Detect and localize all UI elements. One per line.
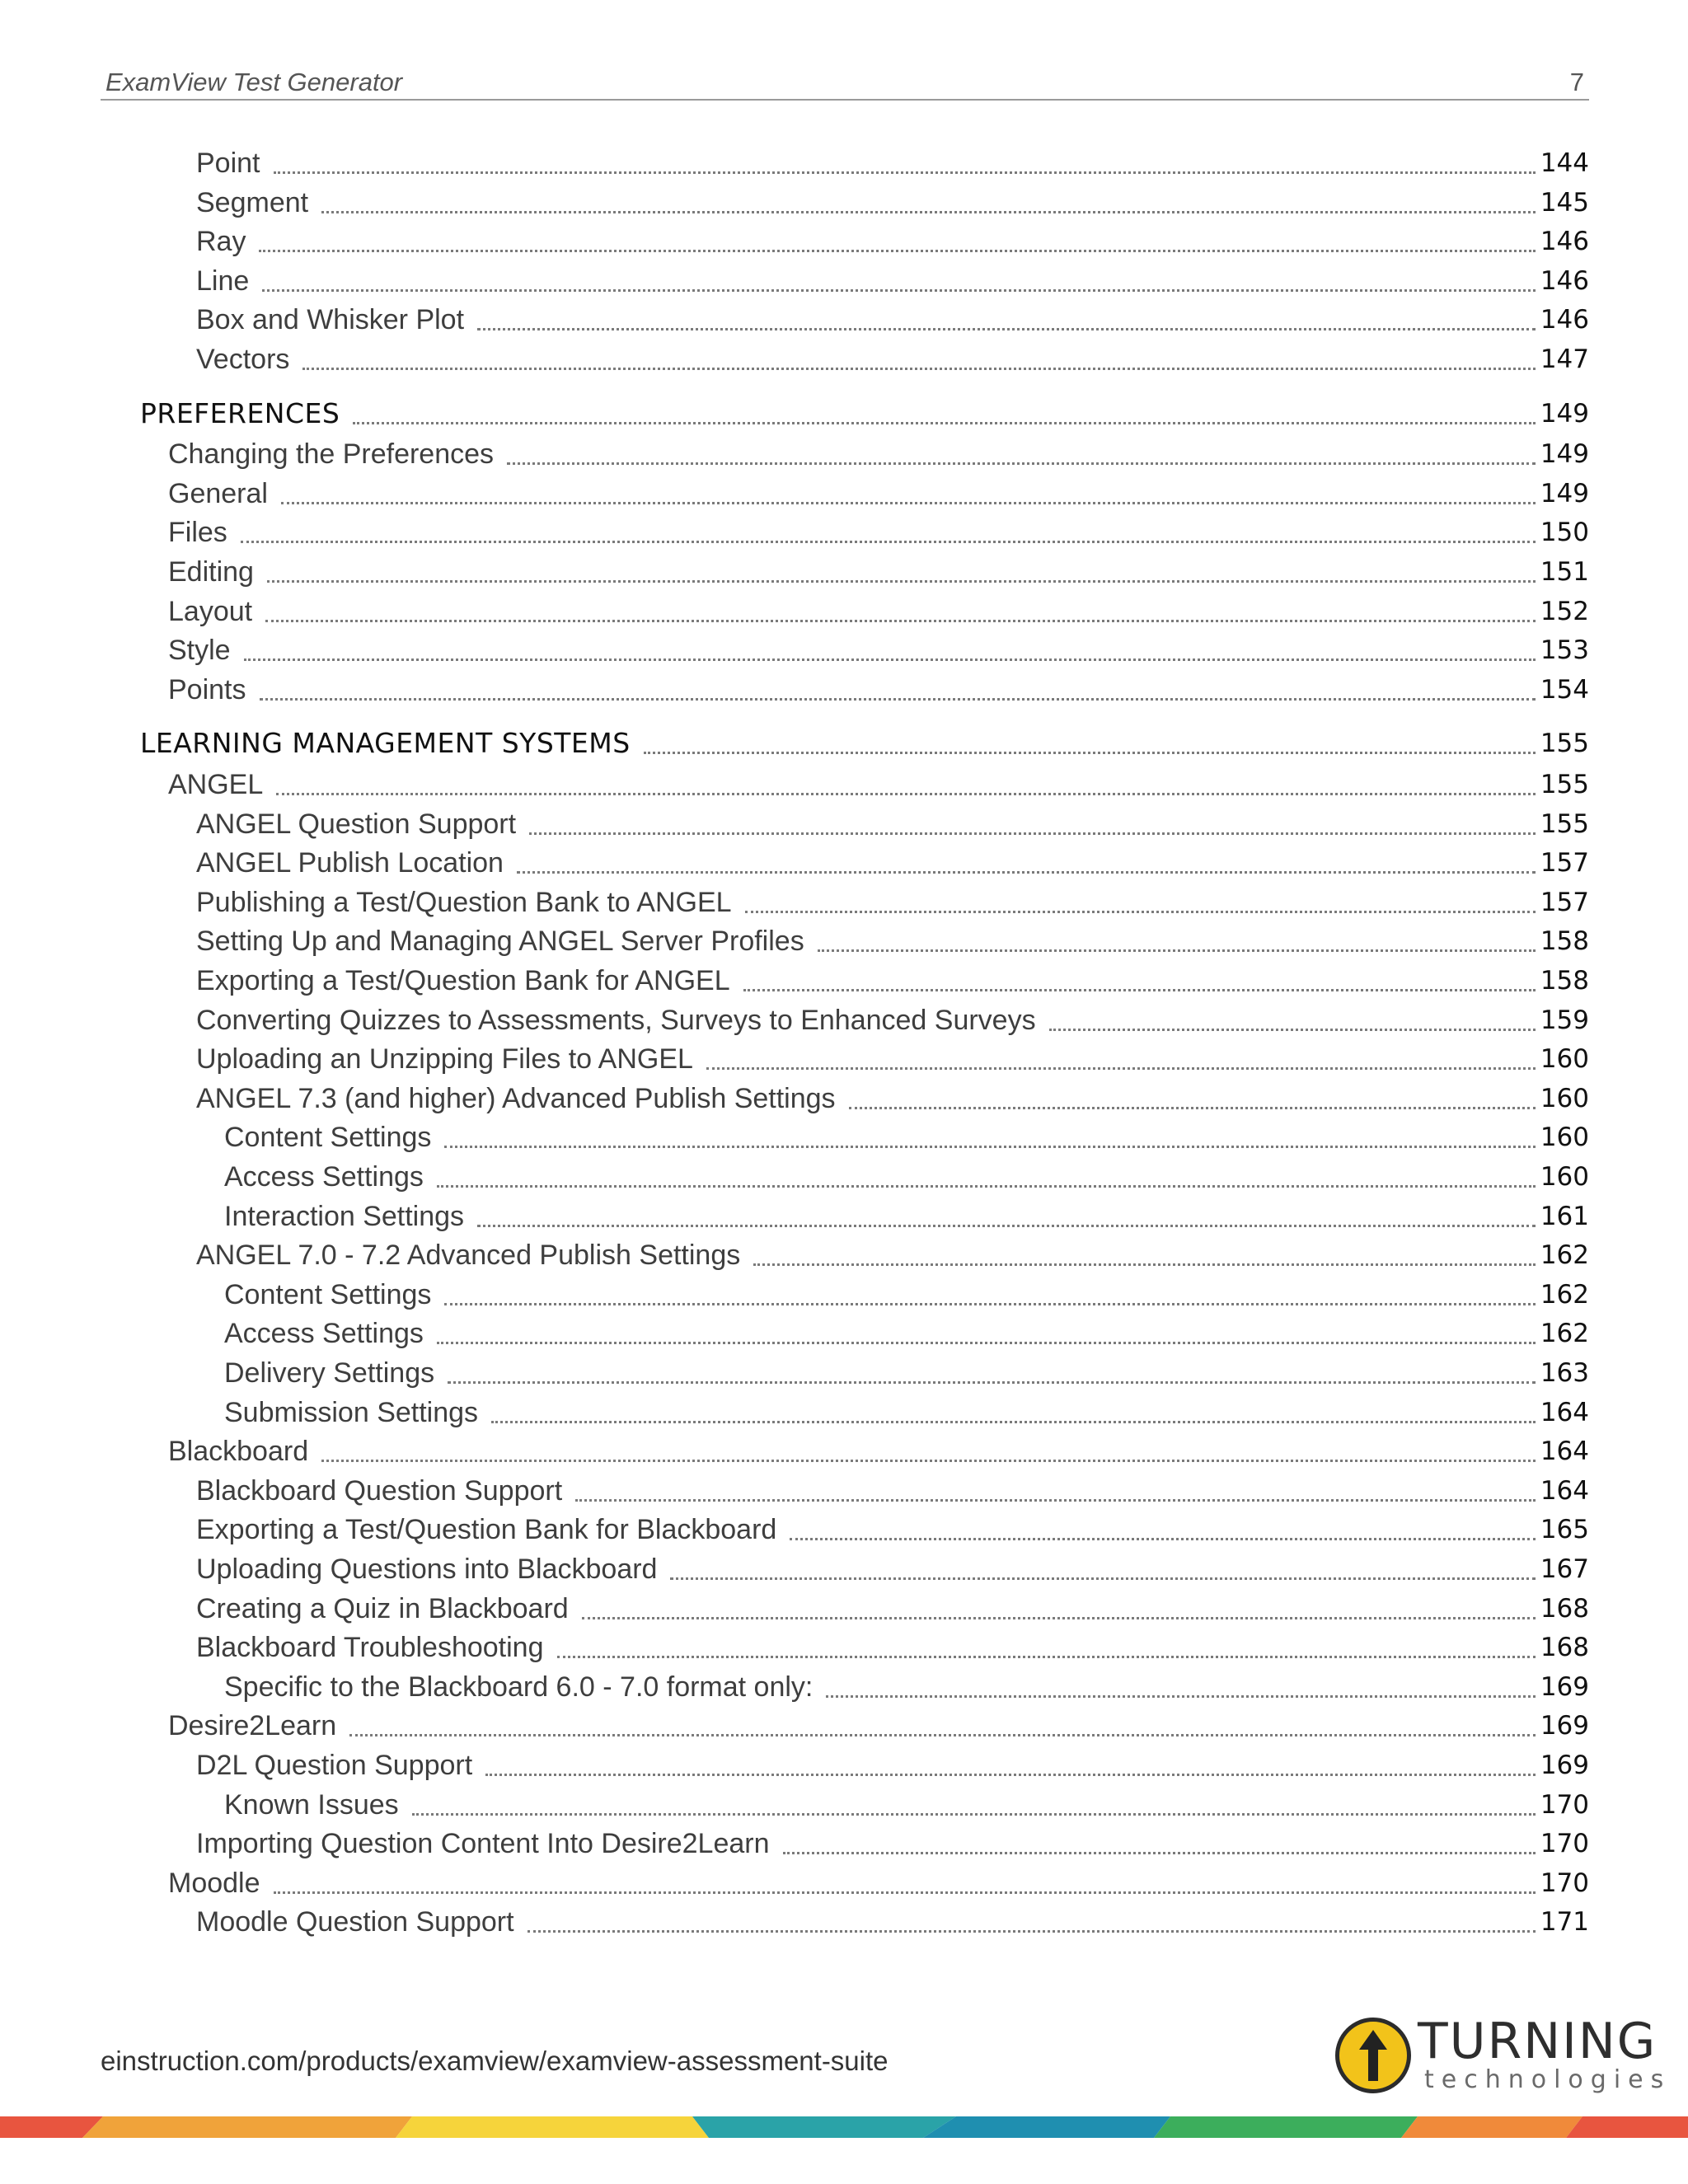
dot-leader xyxy=(437,1185,1536,1188)
toc-entry-page: 160 xyxy=(1540,1084,1589,1113)
footer-url[interactable]: einstruction.com/products/examview/examview-assessment-suite xyxy=(101,2046,889,2076)
toc-entry[interactable] xyxy=(168,766,1589,803)
dot-leader xyxy=(529,832,1536,835)
dot-leader xyxy=(528,1930,1536,1933)
dot-leader xyxy=(276,793,1536,795)
toc-entry[interactable] xyxy=(224,1159,1589,1195)
toc-entry-page: 154 xyxy=(1540,675,1589,705)
toc-entry[interactable] xyxy=(168,1865,1589,1901)
dot-leader xyxy=(826,1695,1535,1698)
toc-entry-page: 152 xyxy=(1540,597,1589,626)
toc-entry[interactable] xyxy=(168,436,1589,472)
toc-entry-page: 167 xyxy=(1540,1554,1589,1584)
toc-entry[interactable] xyxy=(196,1629,1589,1666)
toc-entry-title: Specific to the Blackboard 6.0 - 7.0 format only: xyxy=(224,1671,814,1703)
toc-entry[interactable] xyxy=(196,1041,1589,1077)
toc-entry[interactable] xyxy=(224,1277,1589,1313)
toc-entry[interactable] xyxy=(168,1433,1589,1469)
toc-entry[interactable] xyxy=(196,185,1589,221)
dot-leader xyxy=(706,1067,1536,1070)
turning-technologies-logo xyxy=(1335,2013,1672,2100)
logo-wordmark: TURNING xyxy=(1418,2013,1658,2070)
toc-entry[interactable] xyxy=(196,1747,1589,1783)
toc-entry-title: Layout xyxy=(168,596,253,627)
footer-color-stripe xyxy=(0,2116,1688,2138)
toc-entry[interactable] xyxy=(196,341,1589,377)
toc-entry-page: 170 xyxy=(1540,1829,1589,1858)
toc-entry[interactable] xyxy=(168,593,1589,630)
dot-leader xyxy=(485,1774,1536,1776)
toc-entry-page: 155 xyxy=(1540,809,1589,839)
toc-entry-title: Uploading an Unzipping Files to ANGEL xyxy=(196,1043,693,1075)
toc-entry-title: Known Issues xyxy=(224,1789,399,1821)
toc-entry-page: 157 xyxy=(1540,888,1589,917)
dot-leader xyxy=(349,1734,1536,1736)
dot-leader xyxy=(1049,1029,1536,1031)
toc-entry-page: 149 xyxy=(1540,399,1589,429)
toc-entry-page: 161 xyxy=(1540,1202,1589,1231)
dot-leader xyxy=(477,328,1536,330)
toc-entry-title: Uploading Questions into Blackboard xyxy=(196,1554,658,1585)
dot-leader xyxy=(818,949,1536,952)
toc-entry-page: 159 xyxy=(1540,1005,1589,1035)
dot-leader xyxy=(321,211,1536,213)
toc-entry-page: 168 xyxy=(1540,1594,1589,1624)
dot-leader xyxy=(260,698,1536,701)
toc-entry-title: Changing the Preferences xyxy=(168,438,495,470)
toc-entry-title: Interaction Settings xyxy=(224,1201,465,1232)
toc-entry[interactable] xyxy=(224,1394,1589,1431)
toc-entry-title: Converting Quizzes to Assessments, Surveys to Enhanced Surveys xyxy=(196,1005,1036,1036)
toc-entry-title: ANGEL xyxy=(168,769,264,800)
toc-entry-title: Points xyxy=(168,674,246,705)
toc-entry[interactable] xyxy=(196,1237,1589,1273)
toc-entry[interactable] xyxy=(196,884,1589,921)
toc-entry-page: 155 xyxy=(1540,770,1589,799)
dot-leader xyxy=(582,1617,1536,1619)
toc-entry-page: 160 xyxy=(1540,1122,1589,1152)
dot-leader xyxy=(790,1538,1536,1540)
toc-entry-title: Moodle xyxy=(168,1868,260,1899)
dot-leader xyxy=(575,1499,1536,1502)
toc-entry-title: ANGEL 7.0 - 7.2 Advanced Publish Settings xyxy=(196,1240,741,1271)
arrow-logo-icon xyxy=(1335,2018,1411,2093)
dot-leader xyxy=(745,911,1536,913)
toc-entry-page: 162 xyxy=(1540,1319,1589,1348)
dot-leader xyxy=(491,1421,1536,1423)
toc-entry-page: 149 xyxy=(1540,479,1589,509)
toc-entry-page: 146 xyxy=(1540,305,1589,335)
toc-entry[interactable] xyxy=(196,263,1589,299)
toc-entry[interactable] xyxy=(168,632,1589,668)
toc-entry[interactable] xyxy=(196,923,1589,959)
toc-entry-page: 160 xyxy=(1540,1044,1589,1074)
toc-entry-title: Moodle Question Support xyxy=(196,1906,514,1938)
toc-entry[interactable] xyxy=(224,1119,1589,1155)
toc-entry-title: Access Settings xyxy=(224,1318,424,1349)
dot-leader xyxy=(743,989,1536,991)
toc-entry[interactable] xyxy=(196,845,1589,881)
toc-entry[interactable] xyxy=(168,672,1589,708)
toc-entry-title: ANGEL Question Support xyxy=(196,808,517,840)
dot-leader xyxy=(477,1225,1536,1227)
toc-entry-page: 145 xyxy=(1540,188,1589,218)
toc-entry-title: Style xyxy=(168,635,231,666)
toc-entry[interactable] xyxy=(168,514,1589,551)
toc-entry-page: 158 xyxy=(1540,926,1589,956)
toc-entry-page: 171 xyxy=(1540,1907,1589,1937)
dot-leader xyxy=(557,1656,1536,1658)
toc-section-entry[interactable] xyxy=(140,725,1589,762)
toc-entry[interactable] xyxy=(224,1669,1589,1705)
dot-leader xyxy=(437,1342,1536,1344)
toc-entry-title: LEARNING MANAGEMENT SYSTEMS xyxy=(140,727,631,759)
toc-entry-title: PREFERENCES xyxy=(140,397,340,429)
page-number: 7 xyxy=(1569,68,1584,96)
toc-entry-page: 151 xyxy=(1540,557,1589,587)
toc-entry-title: ANGEL 7.3 (and higher) Advanced Publish Settings xyxy=(196,1083,836,1114)
logo-tagline: technologies xyxy=(1424,2065,1672,2094)
toc-entry[interactable] xyxy=(168,554,1589,590)
toc-entry-title: Blackboard Troubleshooting xyxy=(196,1632,544,1663)
toc-entry[interactable] xyxy=(224,1355,1589,1391)
toc-entry[interactable] xyxy=(224,1787,1589,1823)
toc-entry-title: Vectors xyxy=(196,344,290,375)
dot-leader xyxy=(244,658,1536,661)
toc-entry-page: 162 xyxy=(1540,1240,1589,1270)
toc-entry-title: Segment xyxy=(196,187,309,218)
toc-entry-title: Point xyxy=(196,148,260,179)
toc-entry-title: Publishing a Test/Question Bank to ANGEL xyxy=(196,887,732,918)
dot-leader xyxy=(412,1813,1536,1816)
toc-entry-page: 169 xyxy=(1540,1711,1589,1741)
toc-entry[interactable] xyxy=(196,1825,1589,1862)
toc-entry-title: Box and Whisker Plot xyxy=(196,304,465,335)
toc-entry[interactable] xyxy=(168,476,1589,512)
dot-leader xyxy=(321,1460,1536,1462)
dot-leader xyxy=(259,250,1535,252)
toc-entry-title: Exporting a Test/Question Bank for ANGEL xyxy=(196,965,730,996)
toc-entry-page: 147 xyxy=(1540,344,1589,374)
toc-entry-page: 158 xyxy=(1540,966,1589,996)
toc-entry-title: Ray xyxy=(196,226,246,257)
dot-leader xyxy=(507,462,1536,465)
toc-section-entry[interactable] xyxy=(140,396,1589,432)
toc-entry[interactable] xyxy=(196,1080,1589,1117)
toc-entry[interactable] xyxy=(224,1315,1589,1352)
toc-entry-title: Editing xyxy=(168,556,254,588)
dot-leader xyxy=(241,541,1536,543)
toc-entry-page: 169 xyxy=(1540,1672,1589,1702)
toc-entry-title: Desire2Learn xyxy=(168,1710,337,1741)
toc-entry-page: 153 xyxy=(1540,635,1589,665)
dot-leader xyxy=(274,171,1536,174)
dot-leader xyxy=(265,620,1536,622)
toc-entry-page: 164 xyxy=(1540,1476,1589,1506)
toc-entry[interactable] xyxy=(196,145,1589,181)
toc-entry[interactable] xyxy=(196,1904,1589,1940)
toc-entry-page: 162 xyxy=(1540,1280,1589,1310)
toc-entry-page: 168 xyxy=(1540,1633,1589,1662)
dot-leader xyxy=(281,502,1536,504)
dot-leader xyxy=(444,1146,1535,1148)
toc-entry-page: 150 xyxy=(1540,518,1589,547)
toc-entry-page: 170 xyxy=(1540,1790,1589,1820)
toc-entry-title: Creating a Quiz in Blackboard xyxy=(196,1593,569,1624)
toc-entry-page: 146 xyxy=(1540,227,1589,256)
toc-entry-page: 165 xyxy=(1540,1515,1589,1544)
toc-entry[interactable] xyxy=(196,1591,1589,1627)
dot-leader xyxy=(644,752,1536,754)
toc-entry-page: 169 xyxy=(1540,1750,1589,1780)
toc-entry-page: 146 xyxy=(1540,266,1589,296)
dot-leader xyxy=(849,1107,1536,1109)
toc-entry[interactable] xyxy=(196,806,1589,842)
toc-entry-title: Blackboard Question Support xyxy=(196,1475,563,1507)
toc-entry[interactable] xyxy=(196,223,1589,260)
dot-leader xyxy=(783,1852,1536,1854)
toc-entry[interactable] xyxy=(196,963,1589,999)
toc-entry-title: Submission Settings xyxy=(224,1397,479,1428)
toc-entry-page: 157 xyxy=(1540,848,1589,878)
dot-leader xyxy=(274,1891,1536,1894)
toc-entry-page: 149 xyxy=(1540,439,1589,469)
toc-entry[interactable] xyxy=(196,302,1589,338)
toc-entry[interactable] xyxy=(196,1473,1589,1509)
dot-leader xyxy=(353,422,1536,424)
toc-entry-title: Exporting a Test/Question Bank for Blackboard xyxy=(196,1514,777,1545)
toc-entry[interactable] xyxy=(168,1708,1589,1744)
toc-entry-title: Blackboard xyxy=(168,1436,309,1467)
toc-entry-title: Line xyxy=(196,265,250,297)
dot-leader xyxy=(302,368,1535,370)
toc-entry-page: 160 xyxy=(1540,1162,1589,1192)
toc-entry[interactable] xyxy=(224,1198,1589,1235)
dot-leader xyxy=(753,1263,1536,1266)
dot-leader xyxy=(517,871,1536,874)
toc-entry-page: 164 xyxy=(1540,1398,1589,1427)
toc-entry-title: Files xyxy=(168,517,227,548)
toc-entry-page: 155 xyxy=(1540,729,1589,758)
toc-entry-title: General xyxy=(168,478,268,509)
dot-leader xyxy=(267,580,1536,583)
toc-entry-title: Delivery Settings xyxy=(224,1357,435,1389)
toc-entry-page: 170 xyxy=(1540,1868,1589,1898)
dot-leader xyxy=(262,289,1536,292)
dot-leader xyxy=(444,1303,1535,1305)
toc-entry[interactable] xyxy=(196,1002,1589,1038)
toc-entry-title: Setting Up and Managing ANGEL Server Profiles xyxy=(196,926,804,957)
toc-entry-title: Content Settings xyxy=(224,1279,432,1310)
toc-entry[interactable] xyxy=(196,1551,1589,1587)
toc-entry-page: 164 xyxy=(1540,1436,1589,1466)
dot-leader xyxy=(448,1381,1536,1384)
toc-entry-page: 144 xyxy=(1540,148,1589,178)
toc-entry[interactable] xyxy=(196,1511,1589,1548)
document-title: ExamView Test Generator xyxy=(106,68,403,96)
page-header xyxy=(101,66,1589,101)
toc-entry-page: 163 xyxy=(1540,1358,1589,1388)
toc-entry-title: Importing Question Content Into Desire2Learn xyxy=(196,1828,770,1859)
toc-entry-title: Access Settings xyxy=(224,1161,424,1193)
toc-entry-title: D2L Question Support xyxy=(196,1750,473,1781)
toc-entry-title: Content Settings xyxy=(224,1122,432,1153)
toc-entry-title: ANGEL Publish Location xyxy=(196,847,504,879)
dot-leader xyxy=(670,1577,1535,1580)
